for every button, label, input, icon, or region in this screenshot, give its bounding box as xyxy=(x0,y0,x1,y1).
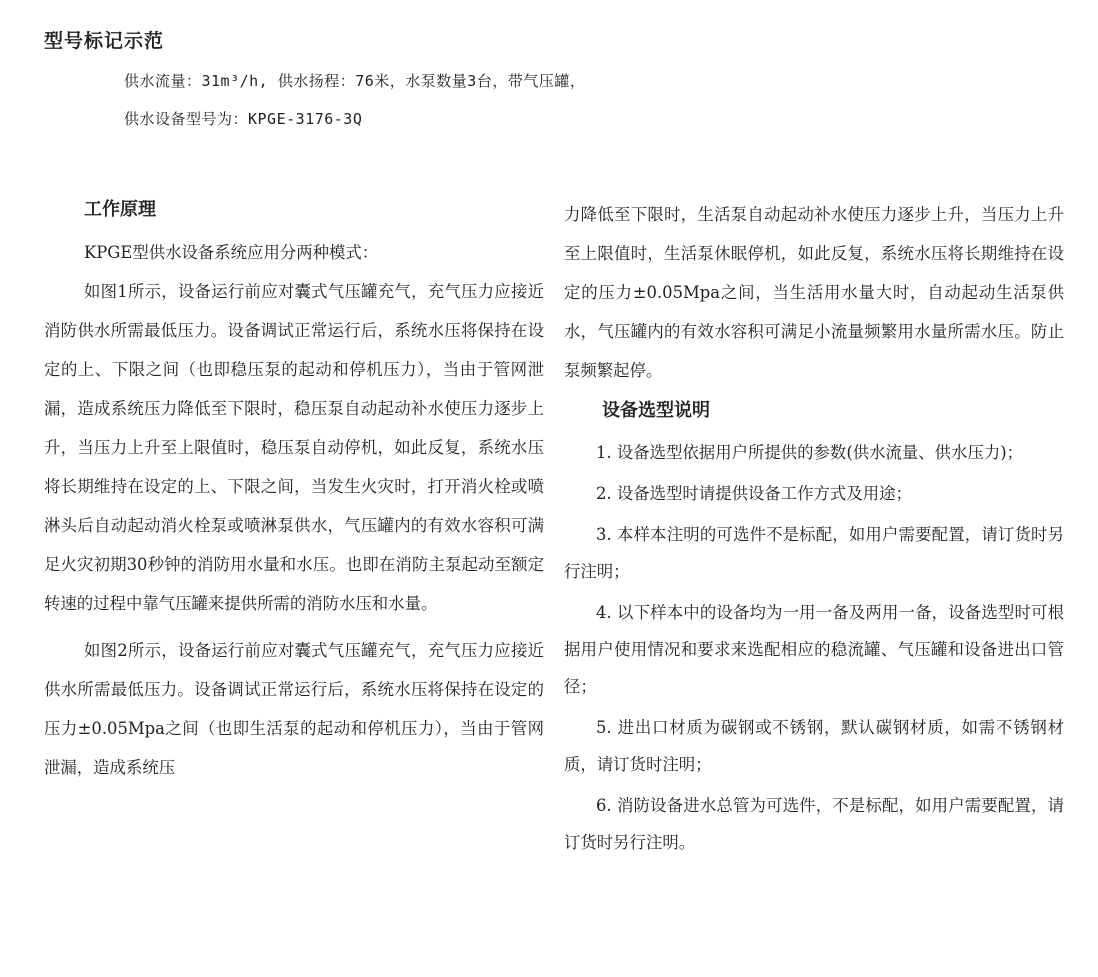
selection-item-3: 3. 本样本注明的可选件不是标配，如用户需要配置，请订货时另行注明； xyxy=(564,525,1064,581)
selection-item-6: 6. 消防设备进水总管为可选件，不是标配，如用户需要配置，请订货时另行注明。 xyxy=(564,796,1064,852)
left-column xyxy=(44,195,544,787)
selection-heading: 设备选型说明 xyxy=(602,400,710,421)
model-example-line-1: 供水流量：31m³/h, 供水扬程：76米，水泵数量3台，带气压罐， xyxy=(124,72,586,90)
working-principle-heading: 工作原理 xyxy=(84,199,156,220)
selection-item-1: 1. 设备选型依据用户所提供的参数(供水流量、供水压力)； xyxy=(596,443,1024,462)
selection-item-2: 2. 设备选型时请提供设备工作方式及用途； xyxy=(596,484,912,503)
model-example-title: 型号标记示范 xyxy=(44,30,165,52)
right-column xyxy=(564,195,1064,861)
working-principle-intro: KPGE型供水设备系统应用分两种模式： xyxy=(84,243,379,262)
selection-item-5: 5. 进出口材质为碳钢或不锈钢，默认碳钢材质，如需不锈钢材质，请订货时注明； xyxy=(564,718,1064,774)
working-principle-para-2-continued: 力降低至下限时，生活泵自动起动补水使压力逐步上升，当压力上升至上限值时，生活泵休眠停机，如此反复，系统水压将长期维持在设定的压力±0.05Mpa之间，当生活用水量大时，自动起动生活泵供水，气压罐内的有效水容积可满足小流量频繁用水量所需水压。防止泵频繁起停。 xyxy=(564,205,1064,380)
selection-item-4: 4. 以下样本中的设备均为一用一备及两用一备，设备选型时可根据用户使用情况和要求来选配相应的稳流罐、气压罐和设备进出口管径； xyxy=(564,603,1064,696)
working-principle-para-2-start: 如图2所示，设备运行前应对囊式气压罐充气，充气压力应接近供水所需最低压力。设备调试正常运行后，系统水压将保持在设定的压力±0.05Mpa之间（也即生活泵的起动和停机压力），当由于管网泄漏，造成系统压 xyxy=(44,641,544,777)
working-principle-para-1: 如图1所示，设备运行前应对囊式气压罐充气，充气压力应接近消防供水所需最低压力。设备调试正常运行后，系统水压将保持在设定的上、下限之间（也即稳压泵的起动和停机压力），当由于管网泄漏，造成系统压力降低至下限时，稳压泵自动起动补水使压力逐步上升，当压力上升至上限值时，稳压泵自动停机，如此反复，系统水压将长期维持在设定的上、下限之间，当发生火灾时，打开消火栓或喷淋头后自动起动消火栓泵或喷淋泵供水，气压罐内的有效水容积可满足火灾初期30秒钟的消防用水量和水压。也即在消防主泵起动至额定转速的过程中靠气压罐来提供所需的消防水压和水量。 xyxy=(44,282,544,613)
model-example-line-2: 供水设备型号为：KPGE-3176-3Q xyxy=(124,110,363,128)
